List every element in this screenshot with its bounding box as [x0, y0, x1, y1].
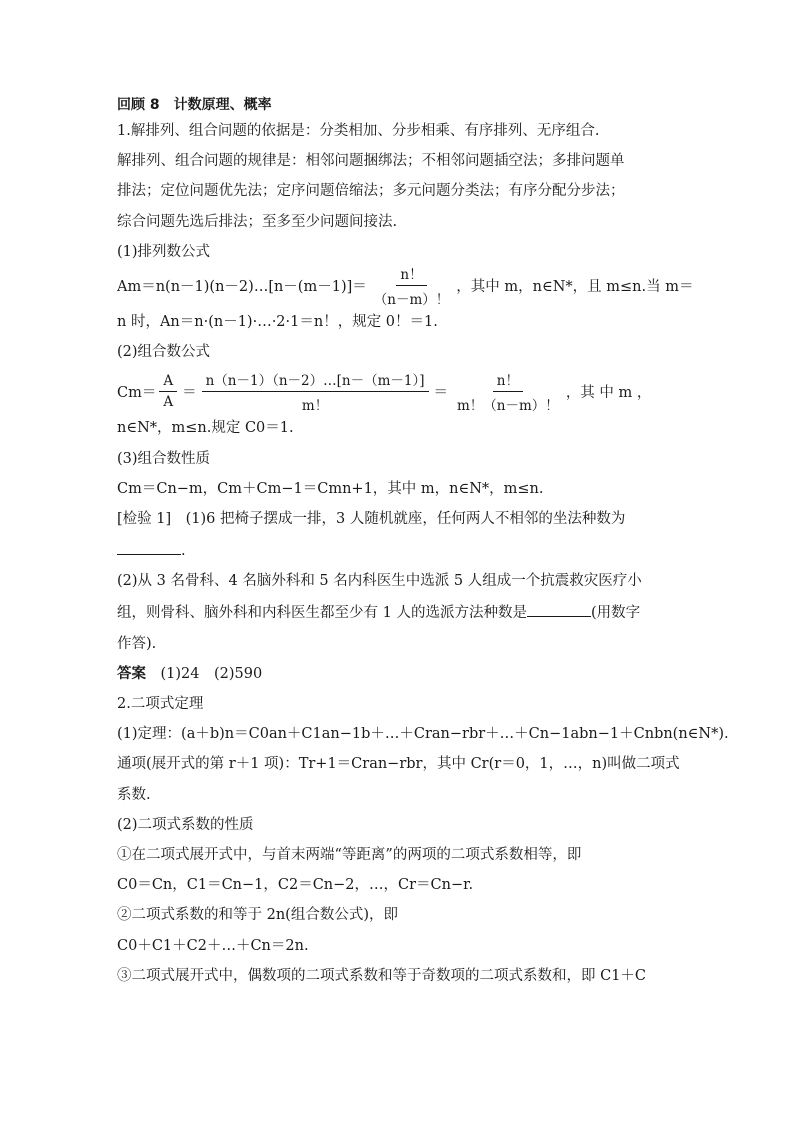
prop-title: (3)组合数性质 [117, 450, 211, 467]
comb-fraction-2 [202, 369, 429, 414]
check-q1-line-1: [检验 1] (1)6 把椅子摆成一排，3 人随机就座，任何两人不相邻的坐法种数为 [117, 510, 626, 527]
perm-denominator: （n－m）！ [373, 292, 450, 309]
paragraph-basis: 1.解排列、组合问题的依据是：分类相加、分步相乘、有序排列、无序组合. [117, 123, 600, 139]
section-heading [117, 96, 679, 114]
check-q2-line-2 [117, 602, 679, 622]
check-q2-pre: 组，则骨科、脑外科和内科医生都至少有 1 人的选派方法种数是 [117, 605, 527, 622]
perm-fraction [370, 263, 454, 308]
binom-general-term-1: 通项(展开式的第 r＋1 项)：Tr+1＝Cran−rbr，其中 Cr(r＝0，1，…，n)叫做二项式 [117, 756, 680, 773]
binom-general-term-2: 系数. [117, 786, 151, 803]
comb-equals-2: ＝ [433, 384, 448, 401]
check-q2-post: (用数字 [590, 605, 641, 622]
binom-title: 2.二项式定理 [117, 696, 204, 712]
perm-numerator: n！ [396, 263, 426, 286]
perm-lhs: Am＝n(n－1)(n－2)…[n－(m－1)]＝ [117, 279, 367, 296]
binom-prop-1-b: C0＝Cn，C1＝Cn−1，C2＝Cn−2，…，Cr＝Cn−r. [117, 877, 474, 894]
comb-rhs: ，其 中 m ， [565, 384, 652, 401]
check-q1-line-2 [117, 540, 679, 560]
comb-fraction-3 [453, 369, 563, 414]
comb-fraction-2-num: n（n－1）（n－2）…[n－（m－1）] [202, 369, 429, 392]
paragraph-rules-3: 综合问题先选后排法；至多至少问题间接法. [117, 213, 398, 230]
prop-line: Cm＝Cn−m，Cm＋Cm−1＝Cmn+1，其中 m，n∈N*，m≤n. [117, 480, 544, 497]
paragraph-rules-1: 解排列、组合问题的规律是：相邻问题捆绑法；不相邻问题插空法；多排问题单 [117, 153, 625, 170]
binom-prop-2-a: ②二项式系数的和等于 2n(组合数公式)，即 [117, 907, 398, 924]
comb-lhs: Cm＝ [117, 384, 157, 401]
check-q2-line-1: (2)从 3 名骨科、4 名脑外科和 5 名内科医生中选派 5 人组成一个抗震救灾医疗小 [117, 573, 642, 590]
perm-formula [117, 267, 694, 309]
binom-prop-3-a: ③二项式展开式中，偶数项的二项式系数和等于奇数项的二项式系数和，即 C1＋C [117, 967, 647, 984]
answer-text: (1)24 (2)590 [146, 665, 263, 682]
check-q2-line-3: 作答). [117, 635, 157, 652]
comb-title: (2)组合数公式 [117, 344, 211, 361]
comb-fraction-3-den: m！（n－m）！ [457, 397, 559, 414]
check-q1-end: . [181, 543, 186, 560]
comb-formula [117, 372, 679, 414]
answer-blank-2 [527, 602, 591, 617]
binom-props-title: (2)二项式系数的性质 [117, 816, 254, 833]
comb-fraction-1 [159, 373, 177, 410]
answer-blank-1 [117, 540, 181, 555]
comb-fraction-3-num: n！ [493, 369, 523, 392]
comb-fraction-1-num: A [159, 373, 177, 392]
comb-fraction-1-den: A [163, 393, 174, 410]
binom-prop-2-b: C0＋C1＋C2＋…＋Cn＝2n. [117, 937, 309, 954]
perm-title: (1)排列数公式 [117, 243, 211, 260]
section-tag: 回顾 8 [117, 97, 160, 113]
answer-line [117, 665, 679, 683]
comb-equals-1: ＝ [182, 384, 197, 401]
document-page [117, 96, 729, 997]
paragraph-rules-2: 排法；定位问题优先法；定序问题倍缩法；多元问题分类法；有序分配分步法； [117, 183, 625, 200]
section-title: 计数原理、概率 [173, 97, 272, 113]
perm-rhs: ，其中 m，n∈N*，且 m≤n.当 m＝ [456, 279, 694, 296]
comb-line-2: n∈N*，m≤n.规定 C0＝1. [117, 420, 294, 437]
comb-fraction-2-den: m！ [301, 397, 329, 414]
binom-definition: (1)定理：(a＋b)n＝C0an＋C1an−1b＋…＋Cran−rbr＋…＋Cn−1abn−1＋Cnbn(n∈N*). [117, 726, 729, 743]
binom-prop-1-a: ①在二项式展开式中，与首末两端“等距离”的两项的二项式系数相等，即 [117, 846, 582, 863]
perm-line-2: n 时，An＝n·(n－1)·…·2·1＝n！，规定 0！＝1. [117, 313, 438, 330]
answer-label: 答案 [117, 665, 146, 682]
